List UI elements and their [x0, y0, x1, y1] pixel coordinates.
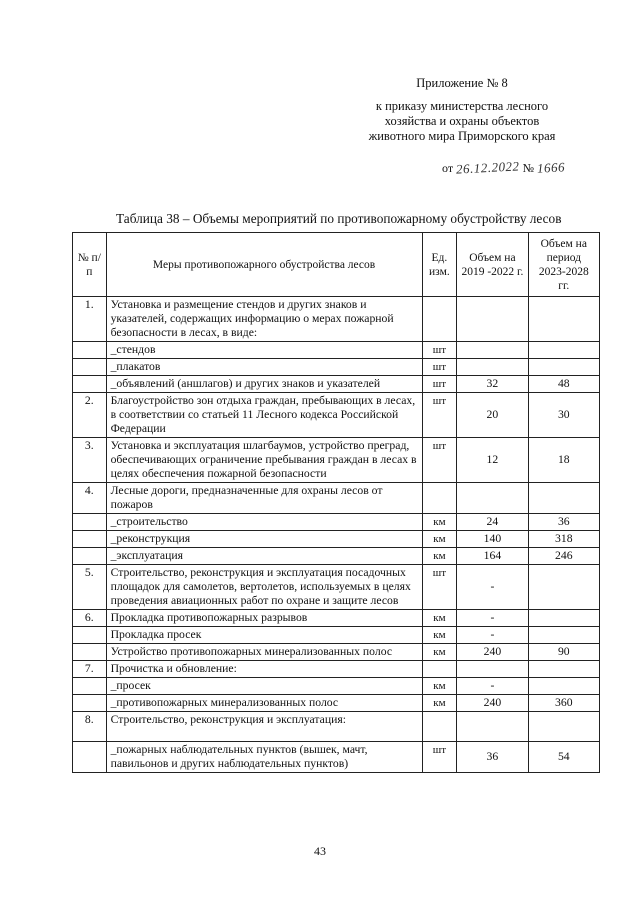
row-volume-2 — [528, 712, 599, 742]
row-unit: шт — [422, 393, 457, 438]
row-unit: км — [422, 644, 457, 661]
row-volume-1: - — [457, 678, 528, 695]
row-volume-1 — [457, 297, 528, 342]
table-row — [73, 297, 600, 342]
row-num — [73, 359, 107, 376]
page-number: 43 — [314, 844, 326, 858]
header-num: № п/п — [73, 233, 107, 297]
row-unit: шт — [422, 359, 457, 376]
appendix-line: животного мира Приморского края — [368, 129, 556, 143]
header-volume-2019-2022: Объем на 2019 -2022 г. — [457, 233, 528, 297]
row-volume-1 — [457, 712, 528, 742]
header-volume-2023-2028: Объем на период 2023-2028 гг. — [528, 233, 599, 297]
row-num: 6. — [73, 610, 107, 627]
row-volume-1 — [457, 483, 528, 514]
table-row — [73, 644, 600, 661]
table-row — [73, 695, 600, 712]
row-num: 4. — [73, 483, 107, 514]
row-measure: _пожарных наблюдательных пунктов (вышек, мачт, павильонов и других наблюдательных пунктов) — [106, 742, 422, 773]
row-num — [73, 342, 107, 359]
row-volume-2 — [528, 565, 599, 610]
table-title: Таблица 38 – Объемы мероприятий по противопожарному обустройству лесов — [116, 211, 562, 226]
row-num — [73, 695, 107, 712]
row-measure: Лесные дороги, предназначенные для охраны лесов от пожаров — [106, 483, 422, 514]
row-measure: _стендов — [106, 342, 422, 359]
row-volume-2 — [528, 297, 599, 342]
row-volume-2: 318 — [528, 531, 599, 548]
row-measure: Прочистка и обновление: — [106, 661, 422, 678]
row-unit: шт — [422, 438, 457, 483]
row-unit: км — [422, 627, 457, 644]
row-num — [73, 644, 107, 661]
row-volume-2: 36 — [528, 514, 599, 531]
row-measure: Прокладка противопожарных разрывов — [106, 610, 422, 627]
table-row — [73, 712, 600, 742]
row-volume-1: 164 — [457, 548, 528, 565]
row-unit — [422, 712, 457, 742]
row-volume-2 — [528, 483, 599, 514]
row-volume-1: 240 — [457, 695, 528, 712]
row-volume-1: 240 — [457, 644, 528, 661]
row-volume-2 — [528, 342, 599, 359]
row-measure: _противопожарных минерализованных полос — [106, 695, 422, 712]
row-unit: шт — [422, 742, 457, 773]
row-volume-2: 30 — [528, 393, 599, 438]
table-row — [73, 678, 600, 695]
row-volume-1 — [457, 661, 528, 678]
row-unit: шт — [422, 565, 457, 610]
row-measure: _просек — [106, 678, 422, 695]
row-measure: Установка и размещение стендов и других знаков и указателей, содержащих информацию о мерах пожарной безопасности в лесах, в виде: — [106, 297, 422, 342]
row-num — [73, 514, 107, 531]
table-row — [73, 531, 600, 548]
table-row — [73, 565, 600, 610]
row-measure: _плакатов — [106, 359, 422, 376]
row-volume-1: 12 — [457, 438, 528, 483]
row-measure: Прокладка просек — [106, 627, 422, 644]
row-unit — [422, 661, 457, 678]
row-unit: км — [422, 695, 457, 712]
row-unit: км — [422, 514, 457, 531]
order-date-number — [442, 160, 565, 176]
row-volume-1 — [457, 359, 528, 376]
handwritten-date: 26.12.2022 — [455, 158, 520, 177]
row-unit — [422, 297, 457, 342]
table-row — [73, 483, 600, 514]
appendix-header — [332, 76, 592, 144]
table-header-row — [73, 233, 600, 297]
row-volume-2 — [528, 359, 599, 376]
row-measure: _эксплуатация — [106, 548, 422, 565]
row-num: 3. — [73, 438, 107, 483]
row-volume-1: - — [457, 610, 528, 627]
row-num — [73, 531, 107, 548]
row-unit: шт — [422, 376, 457, 393]
number-label: № — [522, 161, 535, 175]
header-measure: Меры противопожарного обустройства лесов — [106, 233, 422, 297]
table-row — [73, 438, 600, 483]
row-num — [73, 376, 107, 393]
row-volume-2: 360 — [528, 695, 599, 712]
row-measure: _объявлений (аншлагов) и других знаков и указателей — [106, 376, 422, 393]
row-measure: _реконструкция — [106, 531, 422, 548]
table-row — [73, 742, 600, 773]
row-volume-2: 54 — [528, 742, 599, 773]
row-volume-2: 246 — [528, 548, 599, 565]
table-row — [73, 548, 600, 565]
row-num: 1. — [73, 297, 107, 342]
row-num: 8. — [73, 712, 107, 742]
table-row — [73, 514, 600, 531]
row-num — [73, 742, 107, 773]
row-volume-1: - — [457, 627, 528, 644]
table-row — [73, 661, 600, 678]
table-row — [73, 376, 600, 393]
table-row — [73, 627, 600, 644]
measures-table — [72, 232, 600, 773]
row-measure: Установка и эксплуатация шлагбаумов, устройство преград, обеспечивающих ограничение пребывания граждан в лесах в целях обеспечения пожарной безопасности — [106, 438, 422, 483]
row-measure: Благоустройство зон отдыха граждан, пребывающих в лесах, в соответствии со статьей 11 Лесного кодекса Российской Федерации — [106, 393, 422, 438]
row-unit: км — [422, 678, 457, 695]
row-volume-1: 32 — [457, 376, 528, 393]
appendix-line: хозяйства и охраны объектов — [384, 114, 540, 128]
row-num: 2. — [73, 393, 107, 438]
row-measure: Строительство, реконструкция и эксплуатация: — [106, 712, 422, 742]
row-measure: Устройство противопожарных минерализованных полос — [106, 644, 422, 661]
table-row — [73, 359, 600, 376]
row-volume-2 — [528, 661, 599, 678]
appendix-line: к приказу министерства лесного — [375, 99, 549, 113]
header-unit: Ед. изм. — [422, 233, 457, 297]
row-volume-2: 48 — [528, 376, 599, 393]
table-row — [73, 610, 600, 627]
row-measure: _строительство — [106, 514, 422, 531]
row-num: 7. — [73, 661, 107, 678]
row-unit: км — [422, 610, 457, 627]
row-num: 5. — [73, 565, 107, 610]
row-measure: Строительство, реконструкция и эксплуатация посадочных площадок для самолетов, вертолетов, используемых в целях проведения авиационных работ по охране и защите лесов — [106, 565, 422, 610]
row-volume-1: 36 — [457, 742, 528, 773]
row-volume-2 — [528, 610, 599, 627]
row-volume-1: 140 — [457, 531, 528, 548]
row-volume-1: 24 — [457, 514, 528, 531]
row-volume-2: 90 — [528, 644, 599, 661]
handwritten-number: 1666 — [536, 159, 566, 176]
row-volume-2 — [528, 627, 599, 644]
row-unit: км — [422, 531, 457, 548]
table-row — [73, 342, 600, 359]
row-unit: шт — [422, 342, 457, 359]
row-unit: км — [422, 548, 457, 565]
row-unit — [422, 483, 457, 514]
table-row — [73, 393, 600, 438]
row-num — [73, 548, 107, 565]
row-volume-1: - — [457, 565, 528, 610]
appendix-title: Приложение № 8 — [416, 76, 508, 90]
row-volume-2: 18 — [528, 438, 599, 483]
row-volume-1: 20 — [457, 393, 528, 438]
row-num — [73, 627, 107, 644]
row-volume-2 — [528, 678, 599, 695]
date-prefix: от — [442, 161, 454, 175]
row-volume-1 — [457, 342, 528, 359]
row-num — [73, 678, 107, 695]
